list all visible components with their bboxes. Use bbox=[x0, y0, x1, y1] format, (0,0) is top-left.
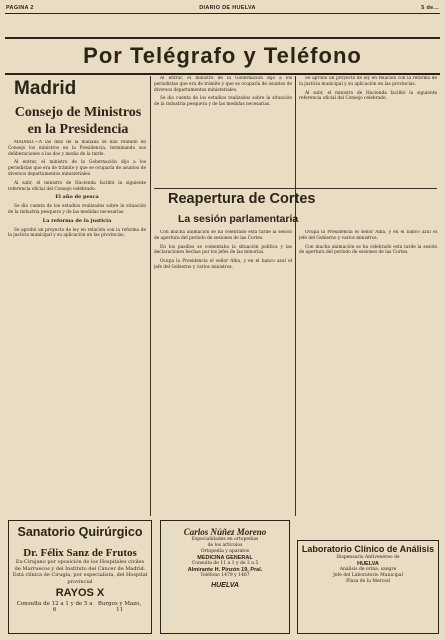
madrid-column bbox=[8, 140, 146, 510]
section-banner: Por Telégrafo y Teléfono bbox=[5, 37, 440, 75]
running-header bbox=[6, 3, 439, 12]
page-number: PAGINA 2 bbox=[6, 4, 34, 11]
ad-rayos: RAYOS X bbox=[55, 587, 105, 599]
madrid-subheading: El año de pesca bbox=[55, 194, 99, 201]
cortes-heading: Reapertura de Cortes bbox=[168, 191, 316, 207]
madrid-paragraph: Al entrar, el ministro de la Gobernación dijo a los periodistas que era de trámite y que se ocuparía de asuntos de diversos departamentos ministeriales. bbox=[8, 160, 146, 177]
ad-title: Sanatorio Quirúrgico bbox=[17, 525, 143, 539]
paper-name: DIARIO DE HUELVA bbox=[199, 4, 256, 11]
ad-title: Laboratorio Clínico de Análisis bbox=[301, 544, 435, 554]
ad-footer: Consulta de 12 a 1 y de 5 a 6 Burgos y Mazo, 11 bbox=[16, 601, 142, 613]
madrid-heading: Madrid bbox=[14, 78, 77, 99]
madrid-paragraph: Se dio cuenta de los estudios realizados sobre la situación de la industria pesquera y de las medidas necesarias. bbox=[8, 204, 146, 215]
column-divider bbox=[150, 76, 151, 516]
column-divider bbox=[295, 76, 296, 516]
laboratorio-ad: Laboratorio Clínico de Análisis Dispensario Antivenéreo de HUELVA Análisis de orina, sangre Jefe del Laboratorio Municipal Plaza de la Merced bbox=[297, 540, 439, 634]
madrid-continuation-right: Se aprobó un proyecto de ley en relación con la reforma de la justicia municipal y su aplicación en las provincias. Al salir, el ministro de Hacienda facilitó la siguiente referencia oficial del Consejo celebrado. bbox=[299, 76, 437, 102]
cortes-column-right: Ocupa la Presidencia el señor Alba, y en el banco azul el jefe del Gobierno y varios ministros. Con mucha animación se ha celebrado esta tarde la sesión de apertura del período de sesiones de las Cortes. bbox=[299, 230, 437, 256]
paper-date: 5 de... bbox=[421, 4, 439, 11]
madrid-paragraph: Se aprobó un proyecto de ley en relación con la reforma de la justicia municipal y su aplicación en las provincias. bbox=[8, 227, 146, 239]
consejo-headline: Consejo de Ministros en la Presidencia bbox=[14, 105, 142, 137]
ad-doctor: Dr. Félix Sanz de Frutos bbox=[23, 547, 137, 559]
sanatorio-ad: Sanatorio Quirúrgico Dr. Félix Sanz de Frutos Ex-Cirujano por oposición de los Hospitales civiles de Marruecos y del Instituto del Cáncer de Madrid. Está clínica de Cirugía, por especialista, del Hospital provincial RAYOS X Consulta de 12 a 1 y de 5 a 6 Burgos y Mazo, 11 bbox=[8, 520, 152, 634]
section-rule bbox=[154, 188, 437, 189]
madrid-paragraph: Al salir, el ministro de Hacienda facilitó la siguiente referencia oficial del Consejo celebrado. bbox=[8, 180, 146, 192]
cortes-column-left: Con mucha animación se ha celebrado esta tarde la sesión de apertura del período de sesiones de las Cortes. En los pasillos se comentaba la situación política y las declaraciones hechas por los jefes de las minorías. Ocupa la Presidencia el señor Alba, y en el banco azul el jefe del Gobierno y varios ministros. bbox=[154, 230, 292, 270]
carlos-ad: Carlos Núñez Moreno Especialidades en ortopedias de los artículos Ortopedia y aparatos MEDICINA GENERAL Consulta de 11 a 1 y de 3 a 5 Almirante H. Pinzón 19, Pral. Teléfono 1479 y 1467 HUELVA bbox=[160, 520, 290, 634]
cortes-subheading: La sesión parlamentaria bbox=[178, 213, 299, 225]
ad-title: Carlos Núñez Moreno bbox=[183, 527, 267, 537]
header-rule bbox=[5, 13, 440, 14]
madrid-paragraph: MADRID.—A las diez de la mañana se han reunido en Consejo los ministros en la Presidencia, terminando sus deliberaciones a las dos y media de la tarde. bbox=[8, 140, 146, 157]
madrid-continuation: Al entrar, el ministro de la Gobernación dijo a los periodistas que era de trámite y que se ocuparía de asuntos de diversos departamentos ministeriales. Se dio cuenta de los estudios realizados sobre la situación de la industria pesquera y de las medidas necesarias. bbox=[154, 76, 292, 108]
madrid-subheading: La reforma de la justicia bbox=[42, 217, 112, 224]
